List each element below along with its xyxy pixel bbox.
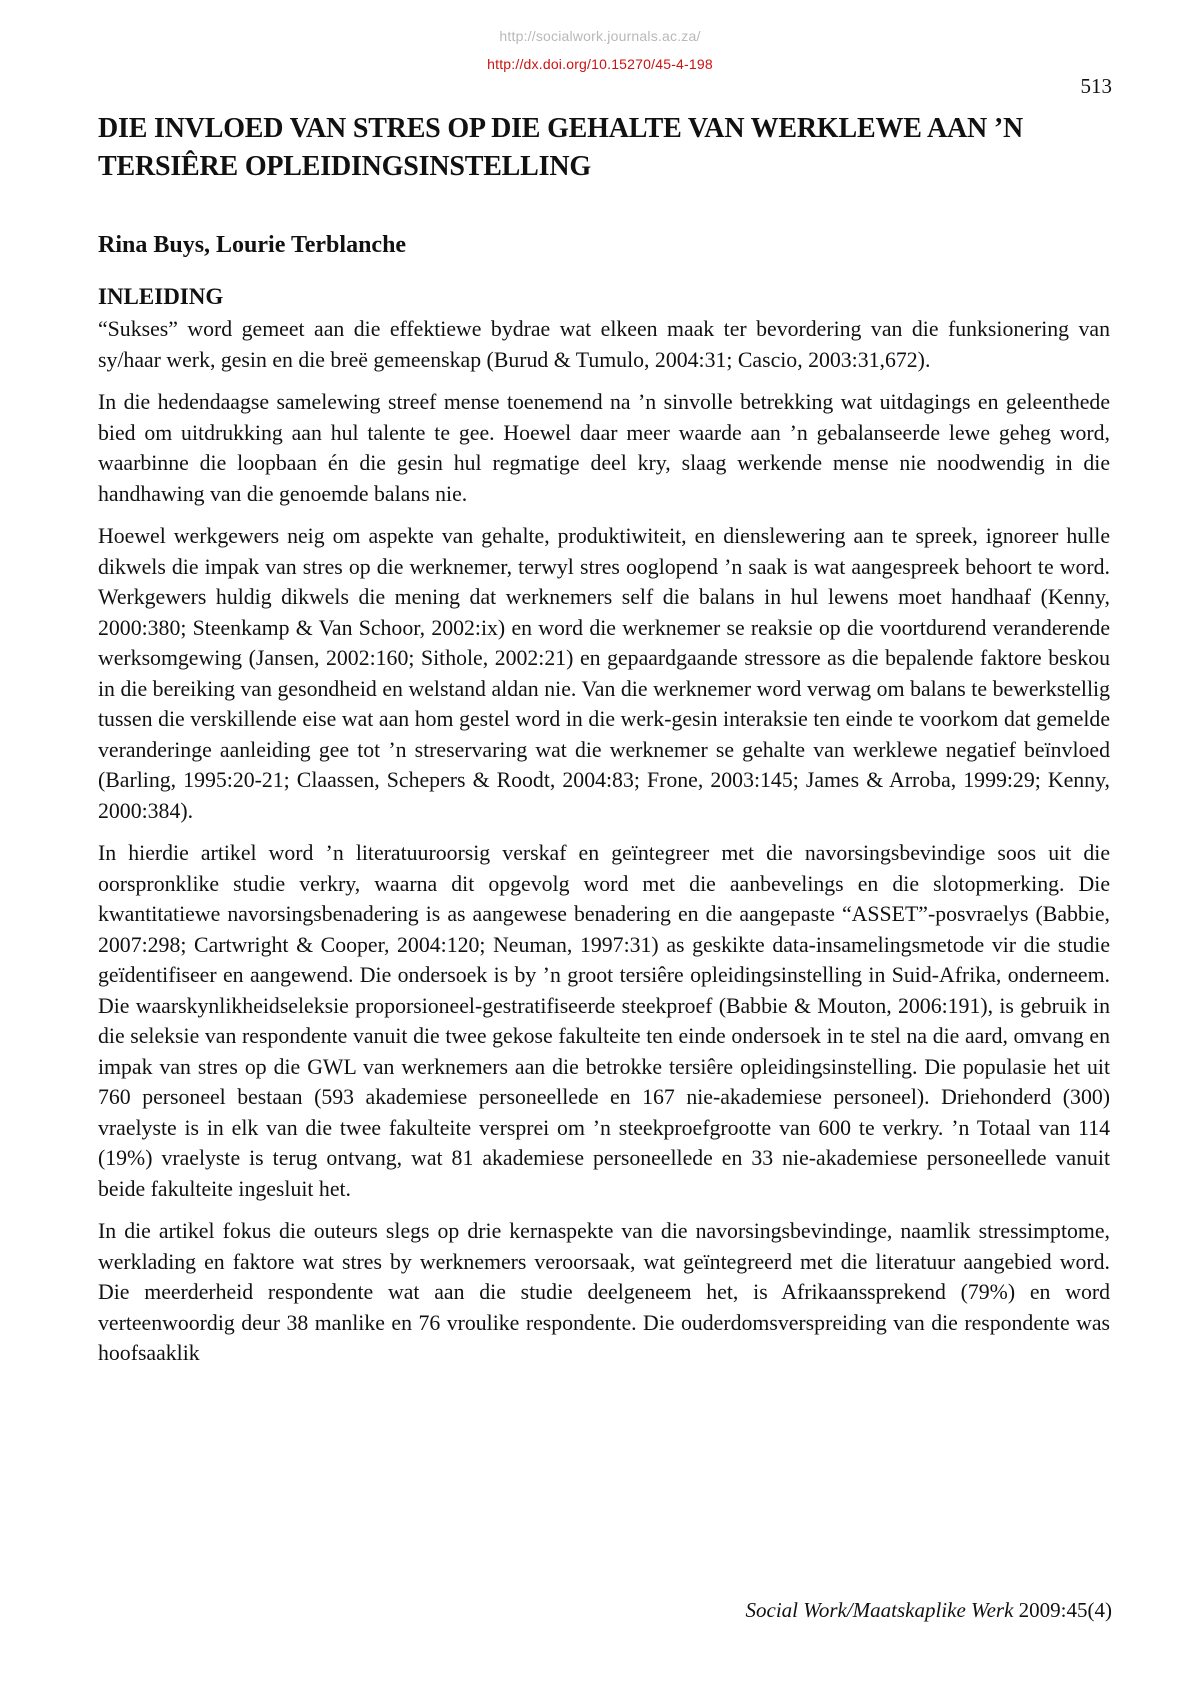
article-body [98, 110, 1110, 1381]
article-title: DIE INVLOED VAN STRES OP DIE GEHALTE VAN WERKLEWE AAN ’N TERSIÊRE OPLEIDINGSINSTELLING [98, 113, 1023, 182]
page-number: 513 [1080, 74, 1112, 98]
article-authors: Rina Buys, Lourie Terblanche [98, 232, 407, 258]
paragraph-2: In die hedendaagse samelewing streef mense toenemend na ’n sinvolle betrekking wat uitdagings en geleenthede bied om uitdrukking aan hul talente te gee. Hoewel daar meer waarde aan ’n gebalanseerde lewe geheg word, waarbinne die loopbaan én die gesin hul regmatige deel kry, slaag werkende mense nie noodwendig in die handhawing van die genoemde balans nie. [98, 390, 1110, 506]
paragraph-4: In hierdie artikel word ’n literatuuroorsig verskaf en geïntegreer met die navorsingsbevindige soos uit die oorspronklike studie verkry, waarna dit opgevolg word met die aanbevelings en die slotopmerking. Die kwantitatiewe navorsingsbenadering is as aangewese benadering en die aangepaste “ASSET”-posvraelys (Babbie, 2007:298; Cartwright & Cooper, 2004:120; Neuman, 1997:31) as geskikte data-insamelingsmetode vir die studie geïdentifiseer en aangewend. Die ondersoek is by ’n groot tersiêre opleidingsinstelling in Suid-Afrika, onderneem. Die waarskynlikheidseleksie proporsioneel-gestratifiseerde steekproef (Babbie & Mouton, 2006:191), is gebruik in die seleksie van respondente vanuit die twee gekose fakulteite ten einde ondersoek in te stel na die aard, omvang en impak van stres op die GWL van werknemers aan die betrokke tersiêre opleidingsinstelling. Die populasie het uit 760 personeel bestaan (593 akademiese personeellede en 167 nie-akademiese personeel). Driehonderd (300) vraelyste is in elk van die twee fakulteite versprei om ’n steekproefgrootte van 600 te verkry. ’n Totaal van 114 (19%) vraelyste is terug ontvang, wat 81 akademiese personeellede en 33 nie-akademiese personeellede vanuit beide fakulteite ingesluit het. [98, 841, 1110, 1201]
section-heading-inleiding: INLEIDING [98, 284, 224, 309]
page-footer [746, 1598, 1112, 1623]
doi-link[interactable]: http://dx.doi.org/10.15270/45-4-198 [487, 56, 713, 72]
paragraph-1: “Sukses” word gemeet aan die effektiewe bydrae wat elkeen maak ter bevordering van die funksionering van sy/haar werk, gesin en die breë gemeenskap (Burud & Tumulo, 2004:31; Cascio, 2003:31,672). [98, 317, 1110, 372]
paragraph-3: Hoewel werkgewers neig om aspekte van gehalte, produktiwiteit, en dienslewering aan te spreek, ignoreer hulle dikwels die impak van stres op die werknemer, terwyl stres ooglopend ’n saak is wat aangespreek behoort te word. Werkgewers huldig dikwels die mening dat werknemers self die balans in hul lewens moet handhaaf (Kenny, 2000:380; Steenkamp & Van Schoor, 2002:ix) en word die werknemer se reaksie op die voortdurend veranderende werksomgewing (Jansen, 2002:160; Sithole, 2002:21) en gepaardgaande stressore as die bepalende faktore beskou in die bereiking van gesondheid en welstand aldan nie. Van die werknemer word verwag om balans te bewerkstellig tussen die verskillende eise wat aan hom gestel word in die werk-gesin interaksie ten einde te voorkom dat gemelde veranderinge aanleiding gee tot ’n streservaring wat die werknemer se gehalte van werklewe negatief beïnvloed (Barling, 1995:20-21; Claassen, Schepers & Roodt, 2004:83; Frone, 2003:145; James & Arroba, 1999:29; Kenny, 2000:384). [98, 524, 1110, 823]
site-url[interactable]: http://socialwork.journals.ac.za/ [499, 28, 701, 44]
footer-journal-name: Social Work/Maatskaplike Werk [745, 1598, 1014, 1622]
paragraph-5: In die artikel fokus die outeurs slegs op drie kernaspekte van die navorsingsbevindinge, naamlik stressimptome, werklading en faktore wat stres by werknemers veroorsaak, wat geïntegreerd met die literatuur aangebied word. Die meerderheid respondente wat aan die studie deelgeneem het, is Afrikaanssprekend (79%) en word verteenwoordig deur 38 manlike en 76 vroulike respondente. Die ouderdomsverspreiding van die respondente was hoofsaaklik [98, 1219, 1110, 1365]
footer-volume: 2009:45(4) [1018, 1598, 1112, 1622]
